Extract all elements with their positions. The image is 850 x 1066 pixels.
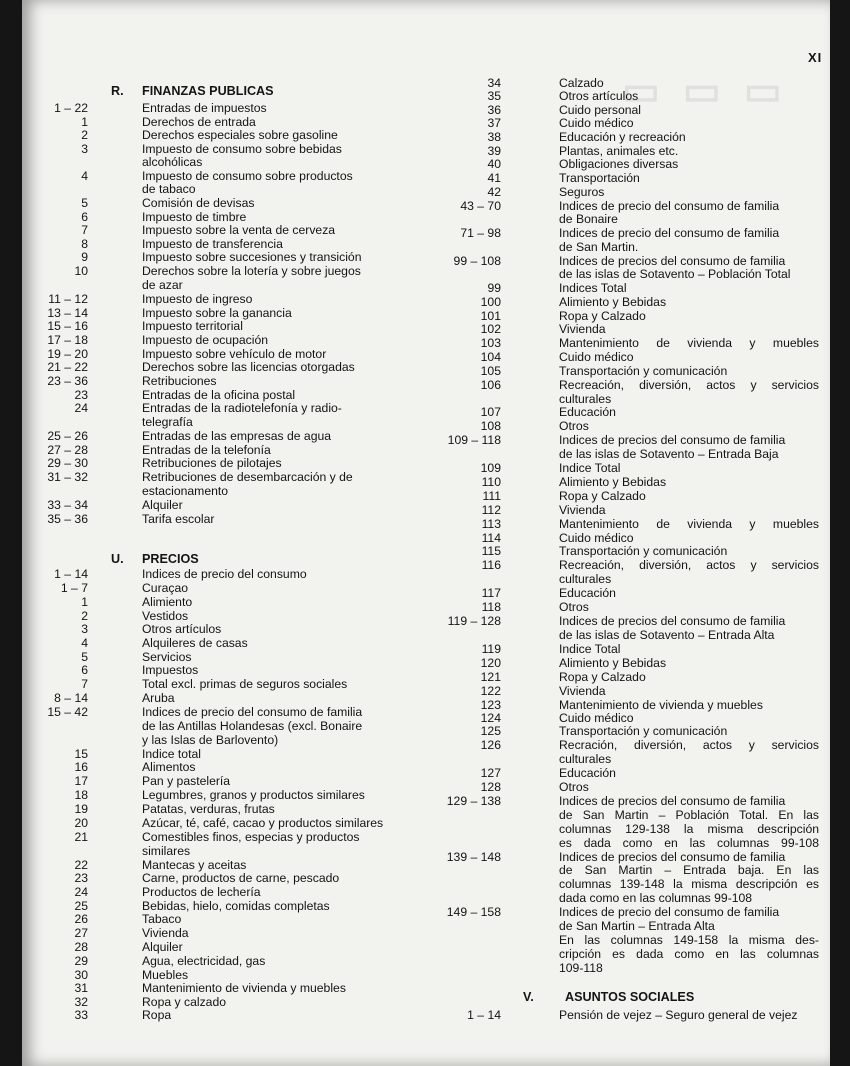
entry-text: Alimiento y Bebidas [559,656,667,670]
entry-number: 31 [74,981,88,995]
entry-text: Retribuciones de desembarcación y de [142,470,353,484]
entry-text: de las islas de Sotavento – Entrada Alta [559,628,775,642]
entry-number: 25 – 26 [47,429,88,443]
entry-number: 105 [480,364,501,378]
entry-text: Entradas de la oficina postal [142,388,296,402]
entry-text: Muebles [142,968,189,982]
entry-number: 40 [487,157,501,171]
entry-number: 106 [480,378,501,392]
entry-text: Carne, productos de carne, pescado [142,871,340,885]
entry-text: Entradas de las empresas de agua [142,429,332,443]
entry-number: 3 [81,142,88,156]
entry-number: 36 [487,103,501,117]
entry-number: 104 [480,350,501,364]
entry-text: Alimiento y Bebidas [559,475,667,489]
entry-text: Impuesto de ingreso [142,292,253,306]
entry-text: Otros [559,600,589,614]
entry-text: Cuido médico [559,531,634,545]
section-letter: R. [111,84,124,98]
entry-number: 1 – 14 [54,567,88,581]
entry-number: 43 – 70 [460,199,501,213]
entry-number: 119 [481,642,501,656]
entry-text: Retribuciones [142,374,217,388]
entry-number: 8 – 14 [54,691,88,705]
entry-text: Cuido médico [559,711,634,725]
entry-number: 5 [81,650,88,664]
entry-number: 24 [74,885,88,899]
entry-text: Cuido personal [559,103,641,117]
entry-number: 117 [481,586,501,600]
entry-number: 15 – 16 [47,319,88,333]
entry-text: Educación [559,766,616,780]
entry-number: 120 [480,656,501,670]
entry-number: 129 – 138 [446,794,501,808]
entry-number: 21 – 22 [47,360,88,374]
entry-text: Recreación, diversión, actos y servicios [559,378,819,392]
entry-text: Retribuciones de pilotajes [142,456,282,470]
entry-text: Bebidas, hielo, comidas completas [142,899,330,913]
entry-text: Mantenimiento de vivienda y muebles [559,336,819,350]
entry-text: Ropa [142,1008,172,1022]
entry-number: 5 [81,196,88,210]
entry-number: 139 – 148 [446,850,501,864]
entry-text: Impuesto de consumo sobre bebidas [142,142,342,156]
entry-text: Transportación y comunicación [559,724,728,738]
entry-number: 17 [74,774,88,788]
entry-text: Productos de lechería [142,885,261,899]
entry-text: Mantenimiento de vivienda y muebles [142,981,346,995]
entry-text: Tabaco [142,912,182,926]
entry-number: 114 [481,531,501,545]
entry-number: 115 [481,544,501,558]
entry-text: de San Martin – Entrada Alta [559,919,715,933]
entry-text: Otros artículos [142,622,222,636]
entry-number: 28 [74,940,88,954]
entry-text: Impuesto sobre vehículo de motor [142,347,327,361]
entry-text: Impuesto sobre succesiones y transición [142,250,362,264]
entry-number: 8 [81,237,88,251]
entry-number: 1 [81,115,88,129]
entry-number: 11 – 12 [48,292,88,306]
entry-number: 1 – 22 [54,101,88,115]
entry-number: 39 [487,144,501,158]
entry-text: de las islas de Sotavento – Entrada Baja [559,447,779,461]
entry-text: En las columnas 149-158 la misma des- [559,933,819,947]
entry-text: Impuesto de transferencia [142,237,283,251]
entry-text: Patatas, verduras, frutas [142,802,275,816]
entry-text: Alimiento y Bebidas [559,295,667,309]
entry-text: Ropa y Calzado [559,489,646,503]
entry-text: Pan y pastelería [142,774,231,788]
entry-text: de San Martin – Población Total. En las [559,808,819,822]
entry-number: 1 [81,595,88,609]
entry-number: 22 [74,858,88,872]
entry-number: 4 [81,169,88,183]
entry-text: Vivienda [559,503,606,517]
entry-number: 27 – 28 [47,443,88,457]
entry-text: Indices de precio del consumo [142,567,307,581]
entry-text: Ropa y Calzado [559,309,646,323]
entry-text: Indices de precio del consumo de familia [559,199,780,213]
entry-number: 38 [487,130,501,144]
entry-number: 29 – 30 [47,456,88,470]
entry-text: Otros artículos [559,89,639,103]
entry-number: 109 – 118 [447,433,501,447]
entry-text: Impuesto sobre la ganancia [142,306,292,320]
entry-number: 7 [81,223,88,237]
entry-text: Indices Total [559,281,627,295]
entry-text: Entradas de la telefonía [142,443,271,457]
entry-text: culturales [559,572,612,586]
entry-number: 16 [74,760,88,774]
entry-number: 26 [74,912,88,926]
entry-number: 101 [480,309,501,323]
entry-text: Otros [559,419,589,433]
entry-text: Seguros [559,185,605,199]
entry-text: de San Martin. [559,240,639,254]
entry-number: 35 – 36 [47,512,88,526]
entry-number: 23 – 36 [47,374,88,388]
entry-number: 108 [480,419,501,433]
entry-number: 23 [74,871,88,885]
entry-number: 112 [481,503,501,517]
entry-text: estacionamento [142,484,229,498]
entry-text: Transportación [559,171,640,185]
document-page [22,0,830,1066]
entry-text: Alquiler [142,498,183,512]
entry-text: es dada como en las columnas 99-108 [559,836,819,850]
entry-text: Total excl. primas de seguros sociales [142,677,348,691]
entry-number: 102 [480,322,501,336]
entry-text: Derechos de entrada [142,115,256,129]
entry-number: 30 [74,968,88,982]
entry-number: 1 – 7 [60,581,88,595]
entry-number: 33 – 34 [47,498,88,512]
entry-text: Ropa y calzado [142,995,227,1009]
entry-text: Indice total [142,747,201,761]
entry-text: Curaçao [142,581,189,595]
entry-number: 119 – 128 [447,614,501,628]
entry-text: Derechos sobre la lotería y sobre juegos [142,264,361,278]
entry-number: 17 – 18 [47,333,88,347]
entry-number: 15 [74,747,88,761]
entry-number: 121 [480,670,501,684]
entry-text: 109-118 [559,961,603,975]
entry-number: 149 – 158 [446,905,501,919]
entry-number: 29 [74,954,88,968]
entry-text: Alimiento [142,595,193,609]
entry-text: Tarifa escolar [142,512,215,526]
entry-text: Legumbres, granos y productos similares [142,788,365,802]
entry-text: de las islas de Sotavento – Población Total [559,267,791,281]
entry-number: 7 [81,677,88,691]
entry-number: 125 [480,724,501,738]
entry-text: y las Islas de Barlovento) [142,733,279,747]
entry-number: 100 [480,295,501,309]
entry-number: 3 [81,622,88,636]
entry-text: Derechos especiales sobre gasoline [142,128,338,142]
entry-number: 37 [487,116,501,130]
entry-number: 35 [487,89,501,103]
entry-number: 31 – 32 [47,470,88,484]
entry-number: 99 [487,281,501,295]
entry-text: Entradas de impuestos [142,101,267,115]
entry-number: 103 [480,336,501,350]
entry-number: 99 – 108 [453,254,501,268]
entry-text: Impuesto territorial [142,319,243,333]
entry-text: Otros [559,780,589,794]
entry-text: Calzado [559,76,604,90]
entry-number: 111 [482,489,501,503]
entry-number: 113 [481,517,501,531]
entry-number: 42 [487,185,501,199]
entry-text: Recración, diversión, actos y servicios [559,738,819,752]
entry-number: 34 [487,76,501,90]
entry-text: Educación [559,405,616,419]
entry-text: Alquileres de casas [142,636,248,650]
entry-text: Impuestos [142,663,199,677]
entry-text: Indice Total [559,461,621,475]
entry-text: Impuesto de ocupación [142,333,269,347]
entry-number: 107 [480,405,501,419]
entry-number: 116 [481,558,501,572]
entry-text: dada como en las columnas 99-108 [559,891,753,905]
entry-text: Indices de precios del consumo de familia [559,850,786,864]
entry-text: de las Antillas Holandesas (excl. Bonaire [142,719,363,733]
entry-text: Servicios [142,650,192,664]
entry-text: Obligaciones diversas [559,157,679,171]
entry-number: 4 [81,636,88,650]
entry-text: Plantas, animales etc. [559,144,679,158]
entry-number: 110 [481,475,501,489]
entry-text: Entradas de la radiotelefonía y radio- [142,401,342,415]
entry-text: Transportación y comunicación [559,364,728,378]
entry-text: Indices de precio del consumo de familia [559,226,780,240]
entry-text: Derechos sobre las licencias otorgadas [142,360,355,374]
entry-text: Azúcar, té, café, cacao y productos similares [142,816,384,830]
entry-text: Indices de precio del consumo de familia [559,905,780,919]
entry-number: 126 [480,738,501,752]
entry-text: Impuesto de timbre [142,210,247,224]
entry-text: de Bonaire [559,212,618,226]
entry-number: 18 [74,788,88,802]
entry-text: Cuido médico [559,350,634,364]
entry-text: telegrafía [142,415,193,429]
entry-text: Vestidos [142,609,189,623]
entry-text: columnas 139-148 la misma descripción es [559,877,819,891]
entry-number: 23 [74,388,88,402]
entry-text: de tabaco [142,182,196,196]
entry-text: Educación [559,586,616,600]
entry-text: Mantenimiento de vivienda y muebles [559,698,763,712]
entry-text: Indices de precio del consumo de familia [142,705,363,719]
entry-number: 19 – 20 [47,347,88,361]
entry-number: 33 [74,1008,88,1022]
entry-number: 2 [81,128,88,142]
entry-number: 19 [74,802,88,816]
entry-text: alcohólicas [142,155,203,169]
entry-text: columnas 129-138 la misma descripción [559,822,819,836]
entry-number: 128 [480,780,501,794]
entry-text: Educación y recreación [559,130,686,144]
section-heading: ASUNTOS SOCIALES [565,990,695,1004]
entry-number: 122 [480,684,501,698]
entry-number: 9 [81,250,88,264]
entry-text: Impuesto de consumo sobre productos [142,169,353,183]
entry-text: Aruba [142,691,175,705]
entry-text: Alquiler [142,940,183,954]
entry-text: Mantecas y aceitas [142,858,247,872]
section-heading: PRECIOS [142,552,199,566]
entry-text: Vivienda [142,926,189,940]
entry-number: 15 – 42 [47,705,88,719]
section-letter: V. [523,990,534,1004]
entry-number: 6 [81,663,88,677]
entry-text: de azar [142,278,183,292]
entry-number: 13 – 14 [47,306,88,320]
entry-text: culturales [559,752,612,766]
entry-number: 20 [74,816,88,830]
entry-text: Indices de precios del consumo de familia [559,254,786,268]
page-number: XI [808,50,823,65]
entry-number: 25 [74,899,88,913]
entry-text: Transportación y comunicación [559,544,728,558]
entry-text: Indice Total [559,642,621,656]
entry-text: Indices de precios del consumo de familia [559,614,786,628]
entry-number: 6 [81,210,88,224]
entry-text: Recreación, diversión, actos y servicios [559,558,819,572]
entry-number: 127 [480,766,501,780]
entry-text: Comestibles finos, especias y productos [142,830,360,844]
entry-text: Ropa y Calzado [559,670,646,684]
entry-text: Agua, electricidad, gas [142,954,266,968]
section-heading: FINANZAS PUBLICAS [142,84,274,98]
entry-text: Vivienda [559,322,606,336]
entry-number: 21 [74,830,88,844]
entry-number: 2 [81,609,88,623]
entry-number: 123 [480,698,501,712]
entry-number: 10 [74,264,88,278]
entry-number: 32 [74,995,88,1009]
entry-text: Vivienda [559,684,606,698]
entry-number: 71 – 98 [460,226,501,240]
entry-text: culturales [559,392,612,406]
entry-number: 118 [481,600,501,614]
section-letter: U. [111,552,124,566]
entry-text: Cuido médico [559,116,634,130]
entry-text: Pensión de vejez – Seguro general de vejez [559,1008,798,1022]
entry-text: similares [142,844,191,858]
entry-text: de San Martin – Entrada baja. En las [559,863,819,877]
entry-text: Mantenimiento de vivienda y muebles [559,517,819,531]
entry-number: 124 [480,711,501,725]
entry-text: Impuesto sobre la venta de cerveza [142,223,336,237]
entry-number: 1 – 14 [467,1008,501,1022]
entry-text: Alimentos [142,760,196,774]
entry-number: 109 [480,461,501,475]
entry-number: 27 [74,926,88,940]
entry-text: Indices de precios del consumo de familia [559,433,786,447]
entry-text: Indices de precios del consumo de familia [559,794,786,808]
bleed-through-decoration: ▭ ▭ ▭ [622,69,788,113]
entry-text: cripción es dada como en las columnas [559,947,819,961]
entry-text: Comisión de devisas [142,196,255,210]
entry-number: 41 [487,171,501,185]
entry-number: 24 [74,401,88,415]
